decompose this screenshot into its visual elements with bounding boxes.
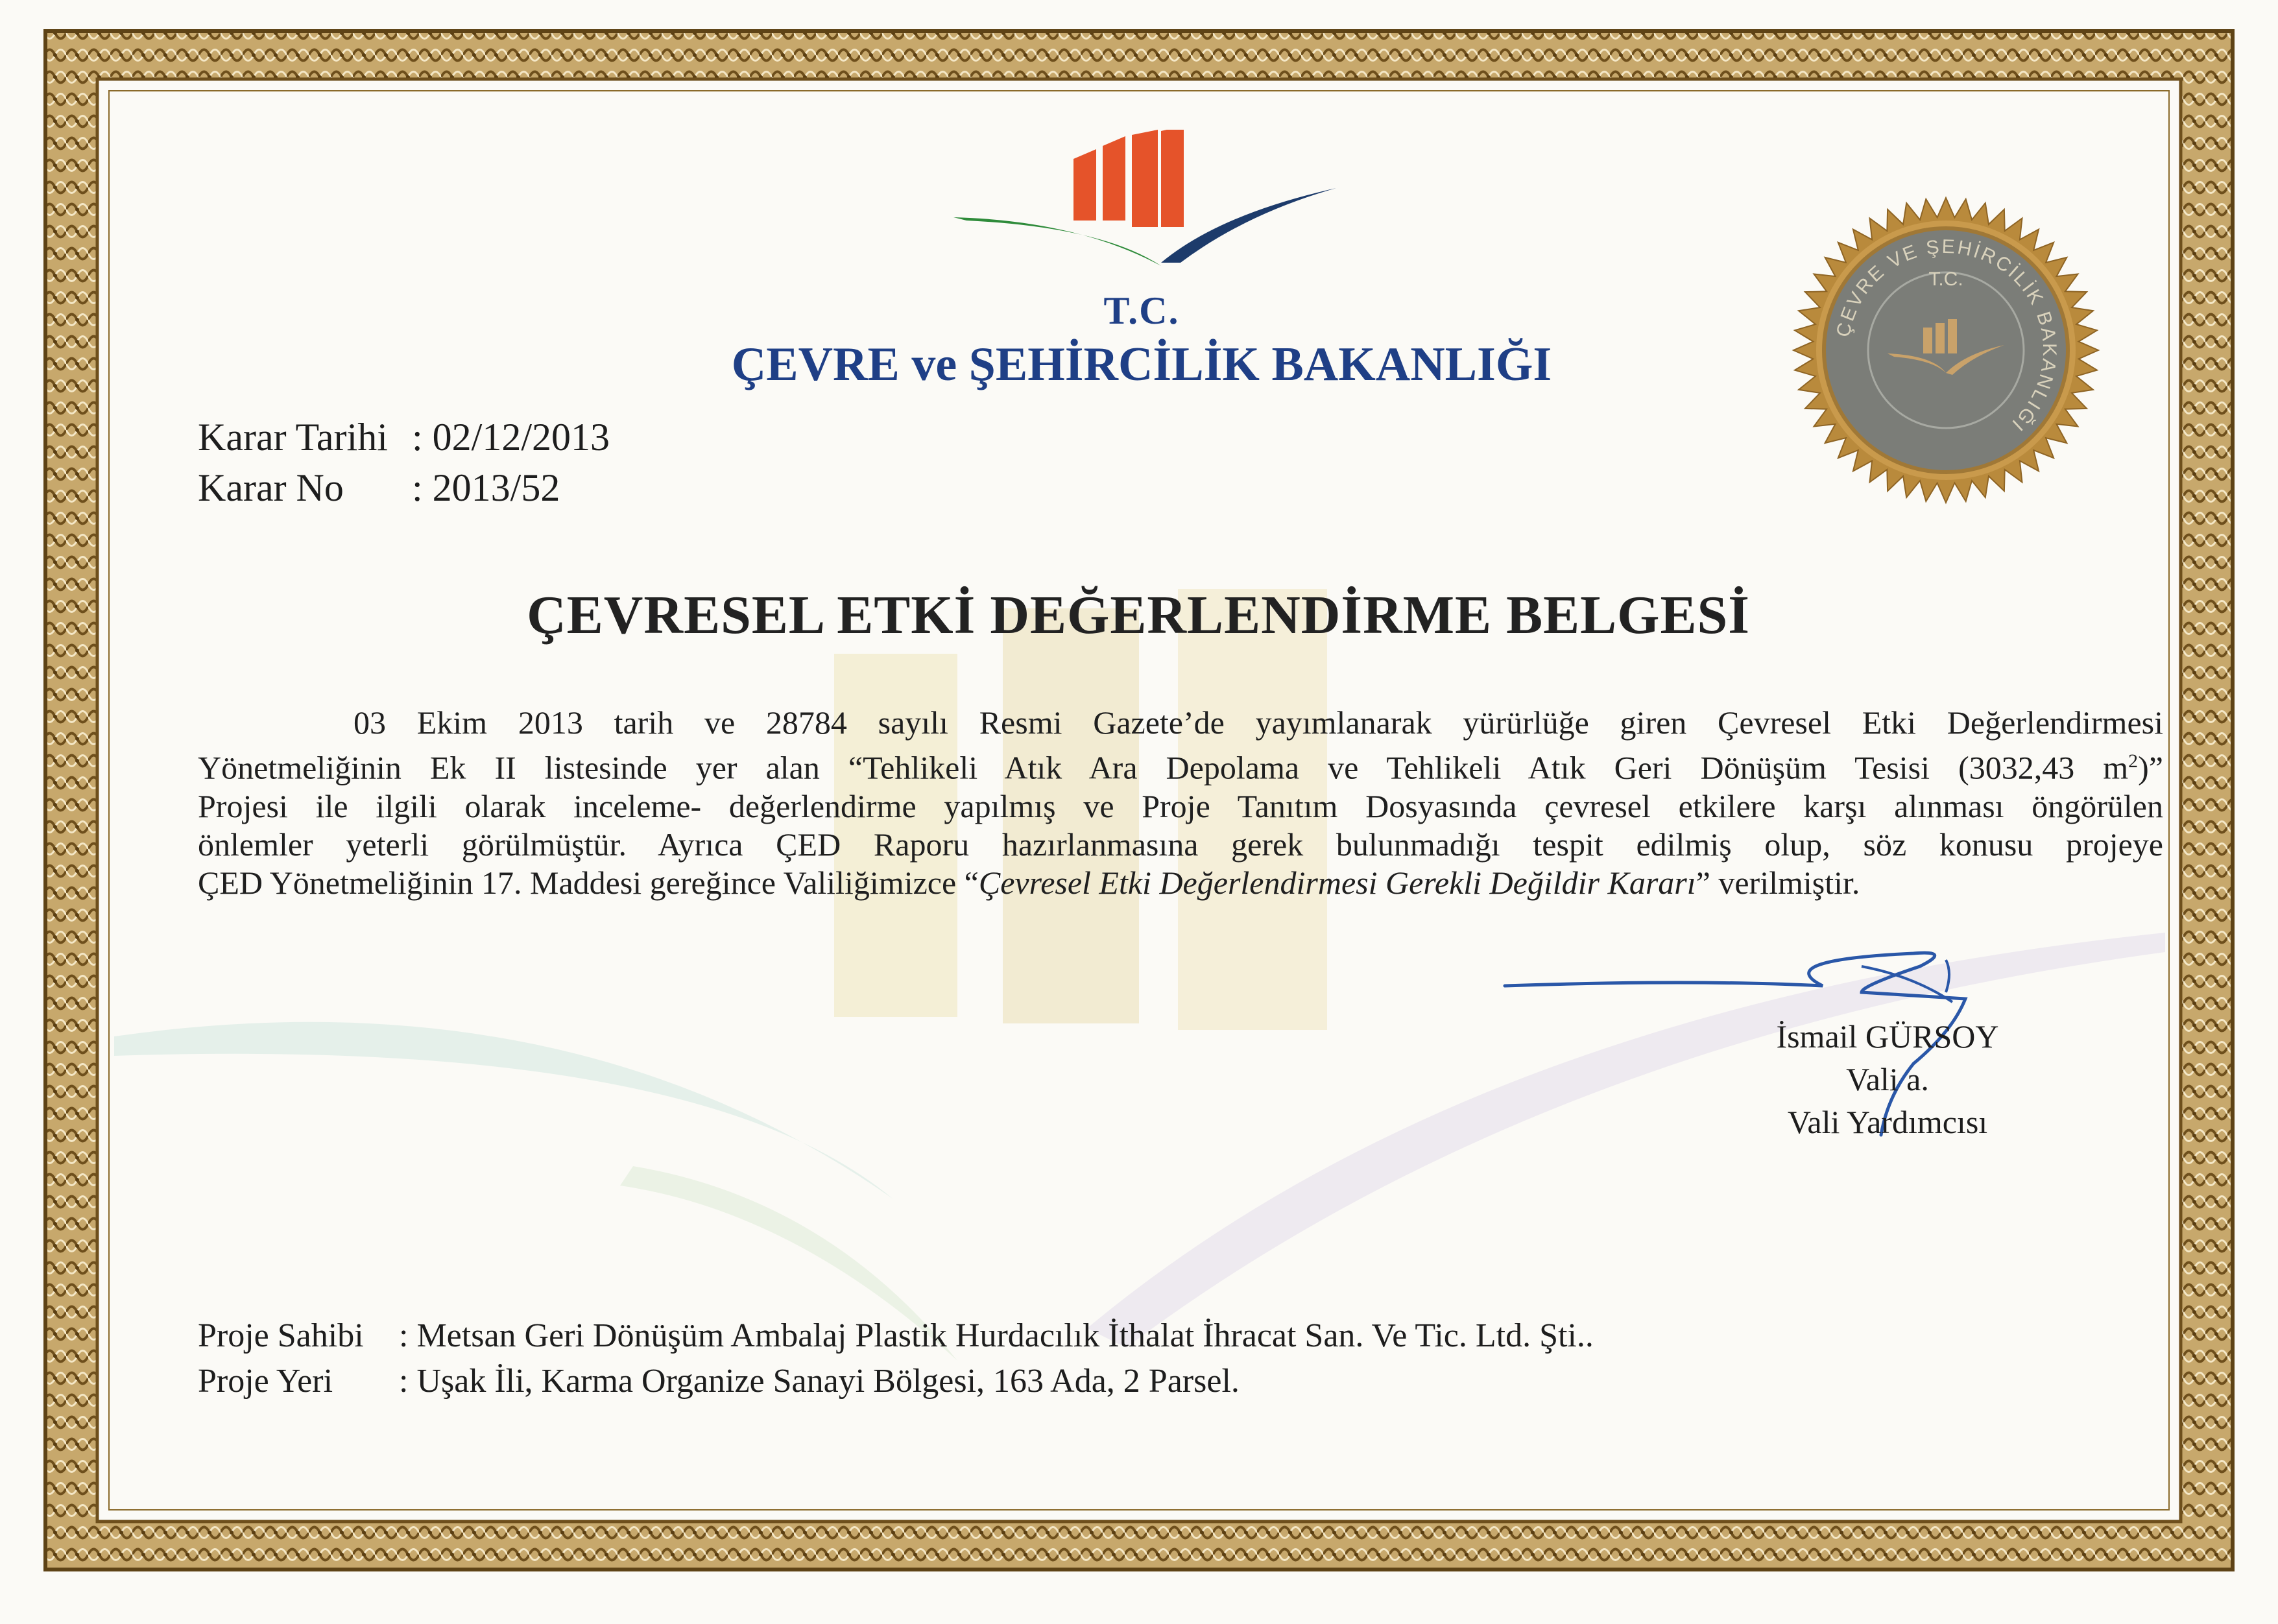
body-line-2-end: )” [2138,749,2163,786]
seal-tc: T.C. [1928,269,1963,290]
decision-date-row [198,415,610,460]
body-line-2 [198,742,2163,787]
body-line-5-end: ” verilmiştir. [1696,864,1860,901]
decision-date-label: Karar Tarihi [198,416,388,459]
body-line-5 [198,864,2163,902]
ministry-logo [947,130,1336,285]
decision-date-value: : 02/12/2013 [412,416,610,459]
tc-heading: T.C. [1103,289,1180,332]
body-line-2-text: Yönetmeliğinin Ek II listesinde yer alan “Tehlikeli Atık Ara Depolama ve Tehlikeli Atık Geri Dönüşüm Tesisi (3032,43 m [198,749,2129,786]
decision-number-row [198,466,560,510]
document-title: ÇEVRESEL ETKİ DEĞERLENDİRME BELGESİ [527,585,1750,645]
decision-number-value: : 2013/52 [412,466,560,509]
decision-body [198,704,2163,902]
project-owner-label: Proje Sahibi [198,1317,364,1354]
project-owner-row [198,1317,1594,1355]
seal-text: ÇEVRE VE ŞEHİRCİLİK BAKANLIĞI [1832,235,2061,436]
signatory-role: Vali Yardımcısı [1787,1104,1988,1140]
signatory-name: İsmail GÜRSOY [1776,1018,1999,1055]
decision-number-label: Karar No [198,466,344,509]
body-line-3: Projesi ile ilgili olarak inceleme- değerlendirme yapılmış ve Proje Tanıtım Dosyasında çevresel etkilere karşı alınması öngörülen [198,787,2163,824]
official-seal [1790,195,2102,506]
decision-type-italic: Çevresel Etki Değerlendirmesi Gerekli Değildir Kararı [978,864,1696,901]
ministry-name: ÇEVRE ve ŞEHİRCİLİK BAKANLIĞI [731,338,1552,391]
signatory-on-behalf: Vali a. [1846,1061,1929,1097]
body-line-1: 03 Ekim 2013 tarih ve 28784 sayılı Resmi Gazete’de yayımlanarak yürürlüğe giren Çevresel Etki Değerlendirmesi [354,704,2163,741]
body-line-4: önlemler yeterli görülmüştür. Ayrıca ÇED Raporu hazırlanmasına gerek bulunmadığı tespit edilmiş olup, söz konusu projeye [198,826,2163,863]
body-line-5-text: ÇED Yönetmeliğinin 17. Maddesi gereğince Valiliğimizce “ [198,864,979,901]
project-location-label: Proje Yeri [198,1363,333,1400]
body-line-2-sup: 2 [2128,750,2139,772]
signatory-block [1751,1015,2024,1143]
project-location-value: : Uşak İli, Karma Organize Sanayi Bölgesi, 163 Ada, 2 Parsel. [399,1363,1240,1400]
project-location-row [198,1362,1240,1400]
project-owner-value: : Metsan Geri Dönüşüm Ambalaj Plastik Hurdacılık İthalat İhracat San. Ve Tic. Ltd. Şti.. [399,1317,1594,1354]
